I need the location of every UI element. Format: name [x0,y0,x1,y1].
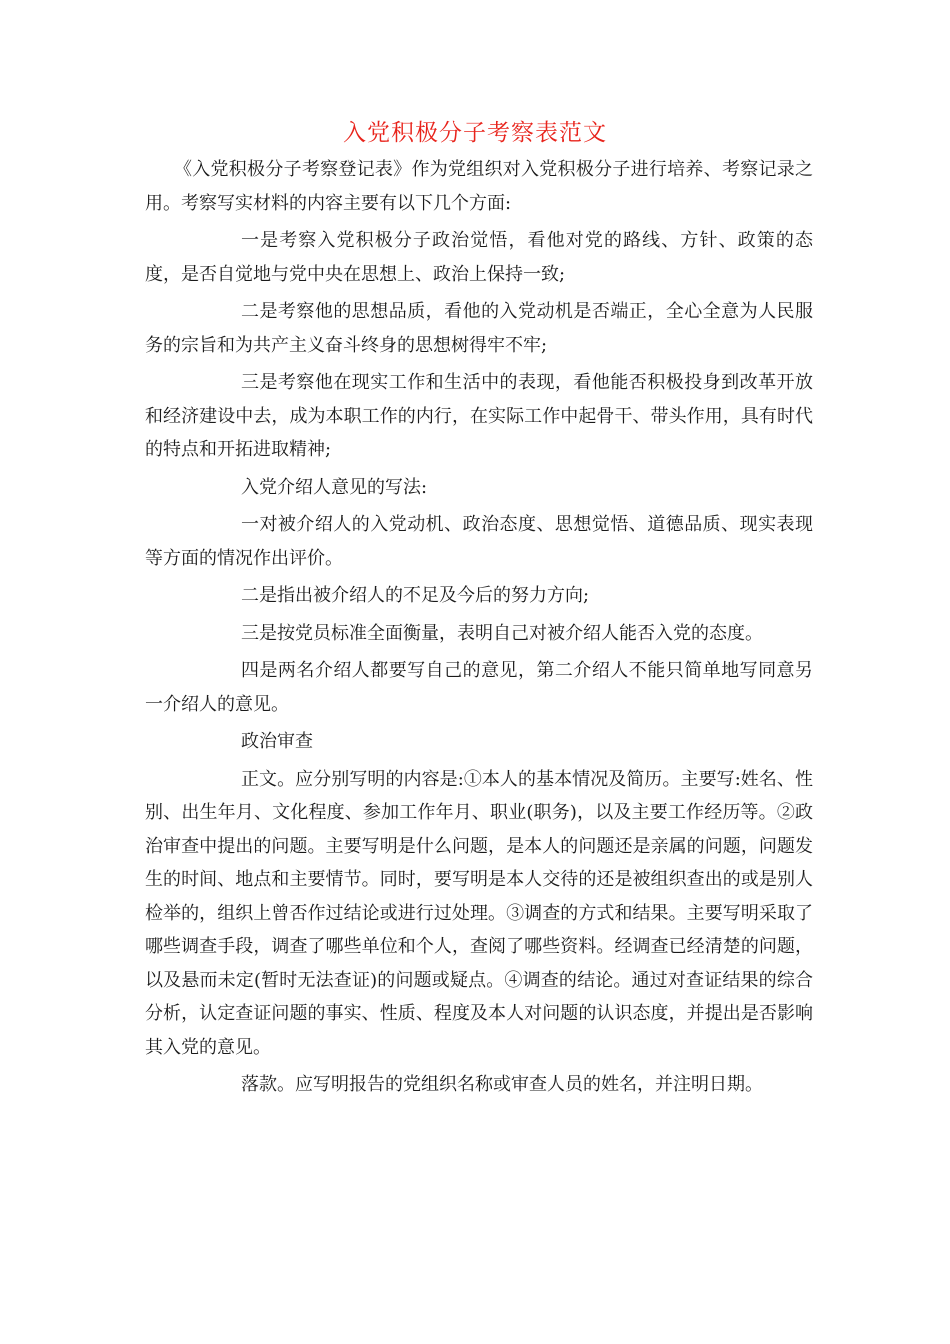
document-title: 入党积极分子考察表范文 [343,120,607,146]
paragraph-evaluation: 一对被介绍人的入党动机、政治态度、思想觉悟、道德品质、现实表现等方面的情况作出评价。 [145,514,813,569]
paragraph-political-awareness: 一是考察入党积极分子政治觉悟，看他对党的路线、方针、政策的态度，是否自觉地与党中央在思想上、政治上保持一致; [145,230,813,285]
section-heading-political-review: 政治审查 [241,731,313,752]
paragraph-standard-measure: 三是按党员标准全面衡量，表明自己对被介绍人能否入党的态度。 [241,622,763,644]
paragraph-two-introducers: 四是两名介绍人都要写自己的意见，第二介绍人不能只简单地写同意另一介绍人的意见。 [145,660,813,715]
paragraph-signature: 落款。应写明报告的党组织名称或审查人员的姓名，并注明日期。 [241,1074,763,1095]
paragraph-work-performance: 三是考察他在现实工作和生活中的表现，看他能否积极投身到改革开放和经济建设中去，成为本职工作的内行，在实际工作中起骨干、带头作用，具有时代的特点和开拓进取精神; [145,372,813,460]
section-heading-introducer-opinion: 入党介绍人意见的写法: [241,476,428,498]
document-body [145,153,813,1106]
intro-paragraph: 《入党积极分子考察登记表》作为党组织对入党积极分子进行培养、考察记录之用。考察写实材料的内容主要有以下几个方面: [145,159,813,214]
paragraph-shortcomings: 二是指出被介绍人的不足及今后的努力方向; [241,585,590,606]
paragraph-main-text: 正文。应分别写明的内容是:①本人的基本情况及简历。主要写:姓名、性别、出生年月、文化程度、参加工作年月、职业(职务)，以及主要工作经历等。②政治审查中提出的问题。主要写明是什么问题，是本人的问题还是亲属的问题，问题发生的时间、地点和主要情节。同时，要写明是本人交待的还是被组织查出的或是别人检举的，组织上曾否作过结论或进行过处理。③调查的方式和结果。主要写明采取了哪些调查手段，调查了哪些单位和个人，查阅了哪些资料。经调查已经清楚的问题，以及悬而未定(暂时无法查证)的问题或疑点。④调查的结论。通过对查证结果的综合分析，认定查证问题的事实、性质、程度及本人对问题的认识态度，并提出是否影响其入党的意见。 [145,768,813,1058]
paragraph-ideological-quality: 二是考察他的思想品质，看他的入党动机是否端正，全心全意为人民服务的宗旨和为共产主义奋斗终身的思想树得牢不牢; [145,301,813,356]
